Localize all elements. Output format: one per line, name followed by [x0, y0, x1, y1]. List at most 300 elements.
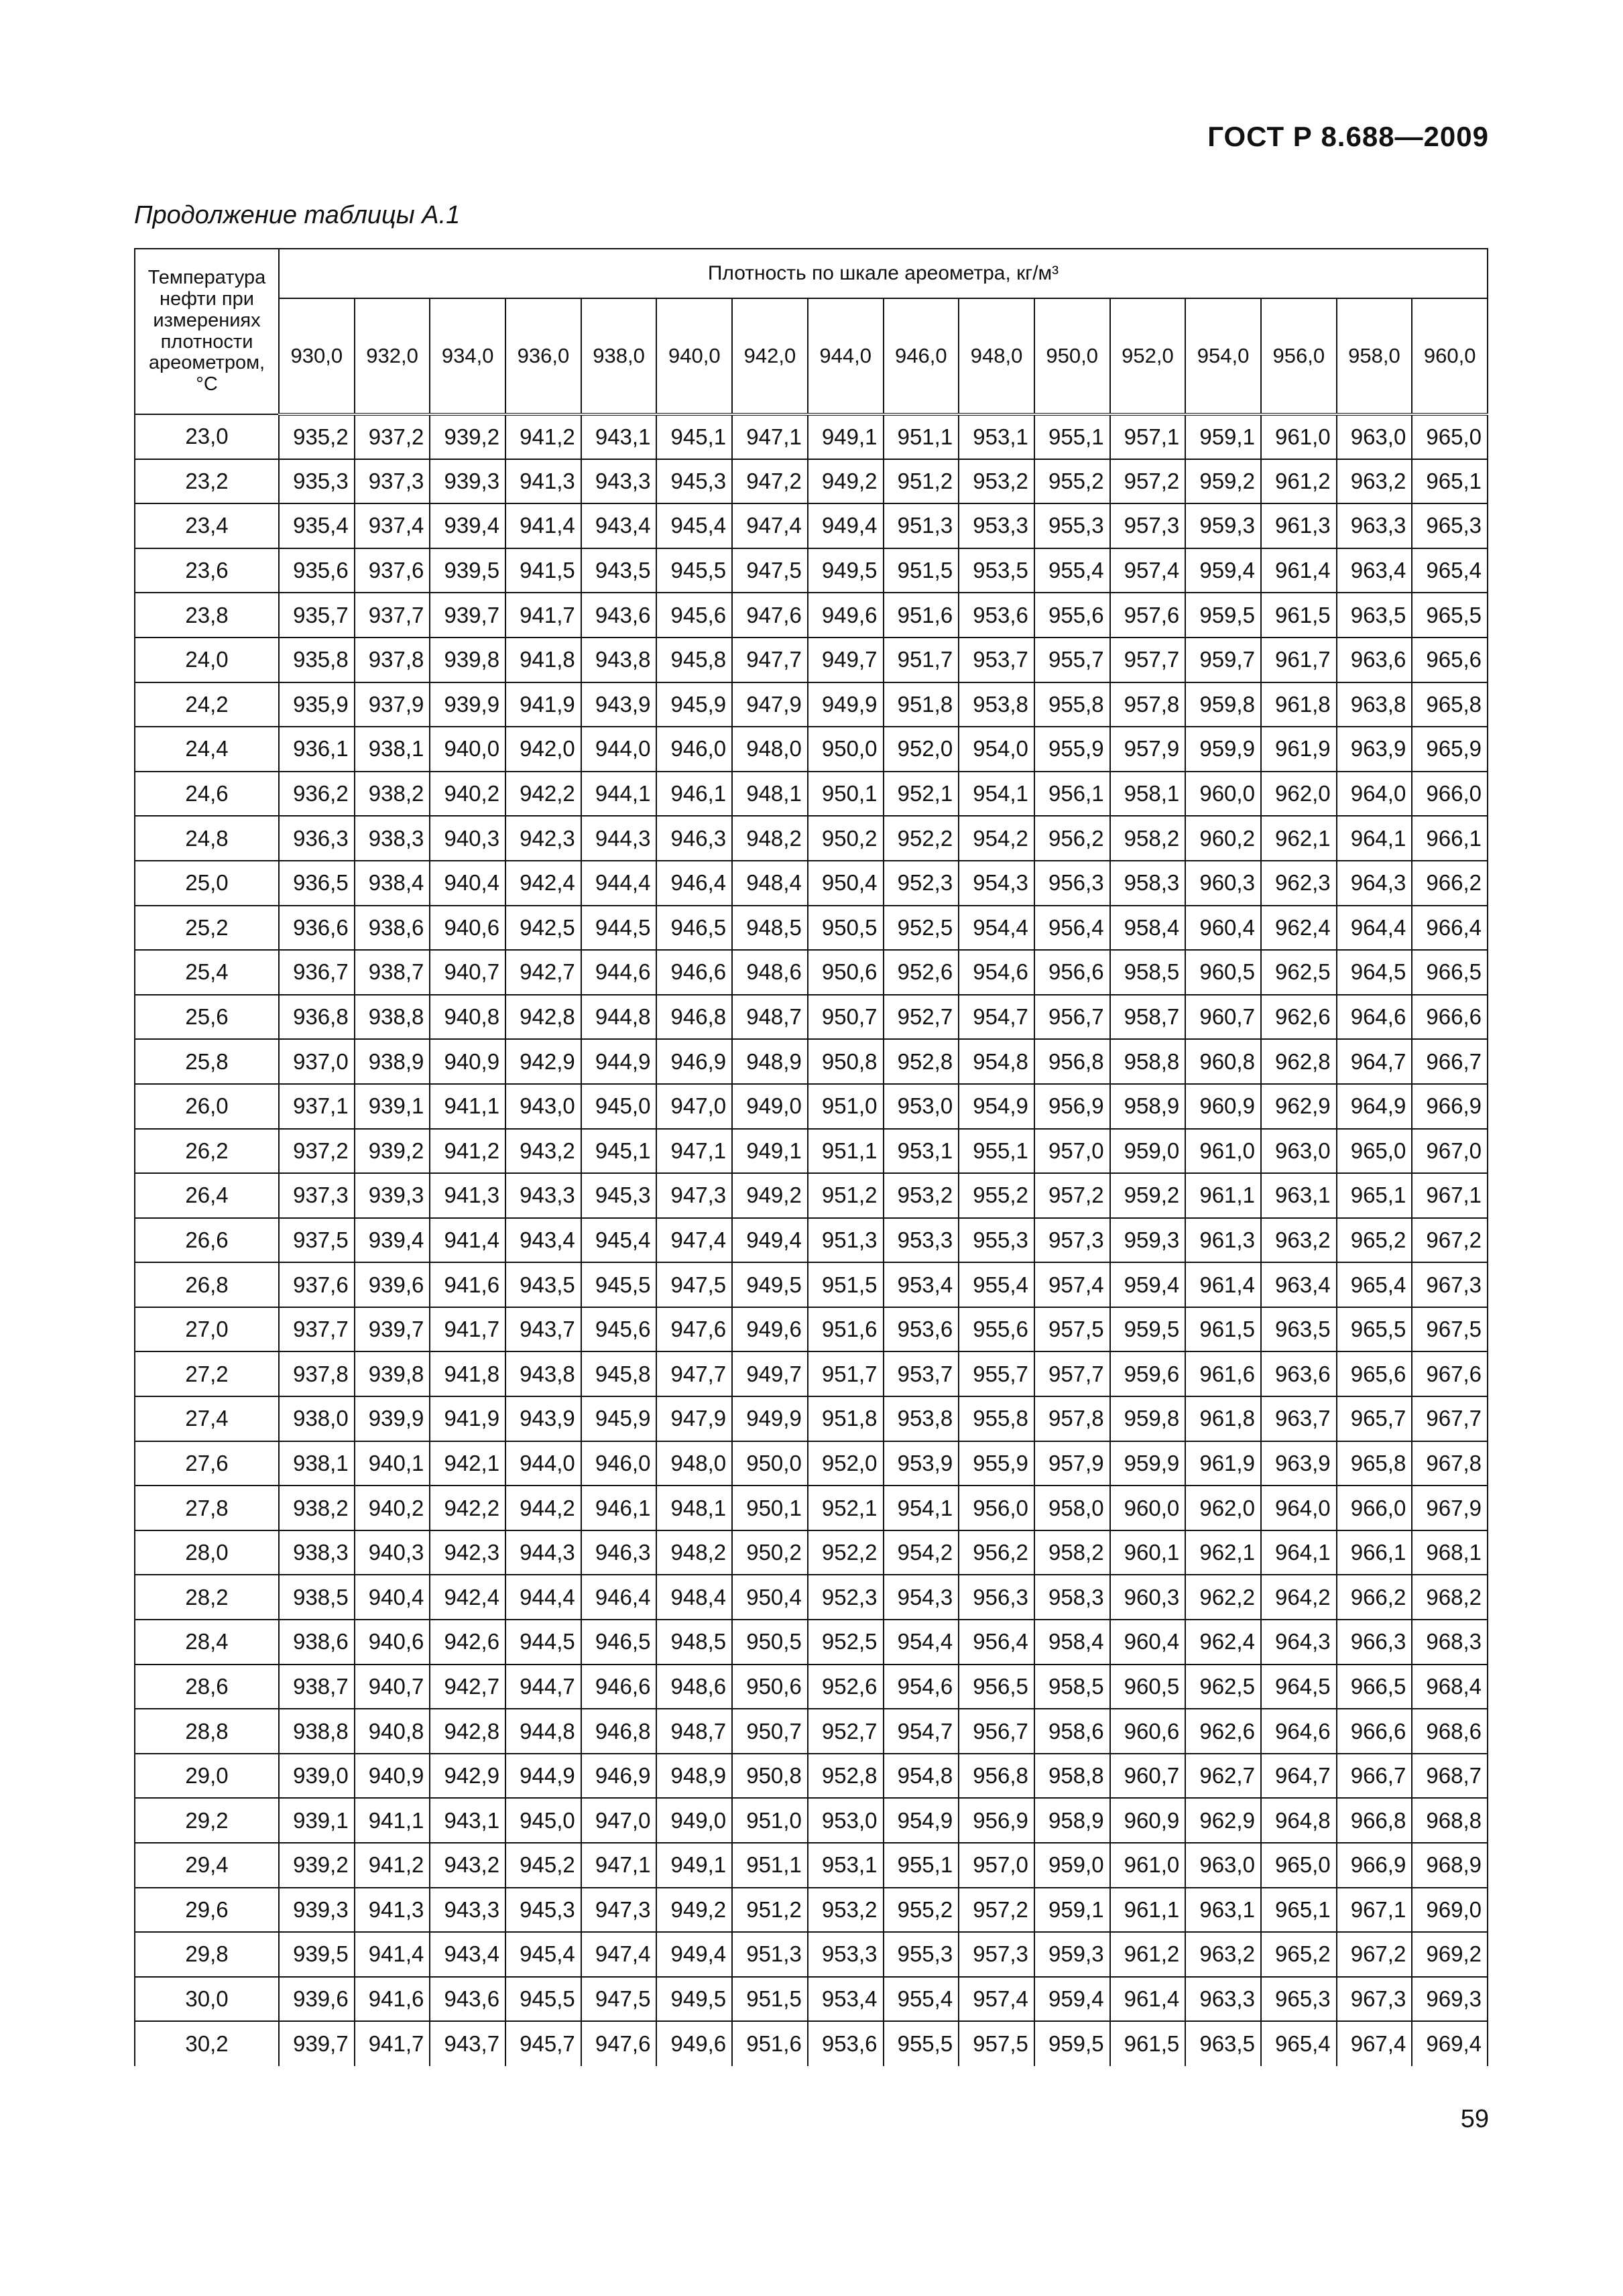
density-cell: 941,3 [430, 1173, 505, 1218]
density-cell: 958,2 [1034, 1530, 1110, 1575]
temperature-cell: 23,0 [135, 414, 279, 459]
density-cell: 948,6 [732, 950, 808, 995]
table-row [135, 1798, 1488, 1843]
density-cell: 966,0 [1412, 772, 1488, 817]
density-cell: 940,2 [355, 1486, 430, 1530]
density-cell: 957,2 [1034, 1173, 1110, 1218]
density-cell: 954,2 [884, 1530, 959, 1575]
density-cell: 947,1 [581, 1843, 657, 1888]
density-cell: 960,2 [1185, 816, 1261, 861]
density-cell: 944,2 [505, 1486, 581, 1530]
density-cell: 964,3 [1261, 1620, 1337, 1665]
density-cell: 947,4 [656, 1218, 732, 1263]
density-cell: 958,3 [1034, 1575, 1110, 1620]
density-cell: 965,3 [1261, 1977, 1337, 2022]
density-cell: 947,1 [732, 414, 808, 459]
density-cell: 946,8 [581, 1709, 657, 1754]
density-cell: 944,6 [581, 950, 657, 995]
density-cell: 959,5 [1185, 593, 1261, 638]
table-row [135, 1441, 1488, 1486]
density-cell: 946,9 [656, 1039, 732, 1084]
density-cell: 943,4 [581, 503, 657, 548]
density-cell: 941,4 [355, 1932, 430, 1977]
density-cell: 957,4 [1110, 548, 1186, 593]
density-cell: 936,6 [279, 906, 355, 951]
temperature-cell: 26,6 [135, 1218, 279, 1263]
density-cell: 956,7 [959, 1709, 1034, 1754]
density-cell: 964,5 [1261, 1665, 1337, 1709]
density-cell: 939,3 [430, 459, 505, 504]
density-cell: 963,0 [1185, 1843, 1261, 1888]
density-cell: 957,2 [1110, 459, 1186, 504]
density-cell: 961,1 [1185, 1173, 1261, 1218]
density-table [134, 248, 1488, 2066]
density-cell: 947,9 [732, 682, 808, 727]
density-cell: 936,7 [279, 950, 355, 995]
density-cell: 957,2 [959, 1888, 1034, 1933]
density-cell: 945,9 [656, 682, 732, 727]
density-cell: 951,6 [808, 1307, 884, 1352]
temperature-cell: 27,2 [135, 1351, 279, 1396]
density-cell: 939,2 [355, 1129, 430, 1174]
density-cell: 943,2 [430, 1843, 505, 1888]
density-cell: 938,3 [355, 816, 430, 861]
density-cell: 958,4 [1110, 906, 1186, 951]
column-header: 960,0 [1412, 298, 1488, 414]
density-cell: 940,9 [355, 1754, 430, 1799]
density-cell: 942,9 [430, 1754, 505, 1799]
density-cell: 944,7 [505, 1665, 581, 1709]
density-cell: 964,0 [1337, 772, 1412, 817]
density-cell: 938,6 [355, 906, 430, 951]
density-cell: 953,0 [884, 1084, 959, 1129]
density-cell: 942,5 [505, 906, 581, 951]
density-cell: 966,6 [1337, 1709, 1412, 1754]
density-cell: 944,8 [581, 995, 657, 1040]
density-cell: 939,9 [355, 1396, 430, 1441]
density-cell: 953,9 [884, 1441, 959, 1486]
temperature-cell: 26,4 [135, 1173, 279, 1218]
density-cell: 960,9 [1110, 1798, 1186, 1843]
density-cell: 939,9 [430, 682, 505, 727]
temperature-cell: 23,2 [135, 459, 279, 504]
density-cell: 961,5 [1261, 593, 1337, 638]
table-row [135, 1351, 1488, 1396]
density-cell: 952,7 [884, 995, 959, 1040]
density-cell: 948,0 [656, 1441, 732, 1486]
density-cell: 955,3 [884, 1932, 959, 1977]
density-cell: 950,6 [808, 950, 884, 995]
column-header: 946,0 [884, 298, 959, 414]
density-cell: 954,6 [884, 1665, 959, 1709]
density-cell: 950,2 [732, 1530, 808, 1575]
temperature-cell: 28,2 [135, 1575, 279, 1620]
density-cell: 944,0 [581, 727, 657, 772]
density-cell: 951,5 [808, 1262, 884, 1307]
density-cell: 939,4 [355, 1218, 430, 1263]
density-cell: 953,6 [808, 2021, 884, 2066]
density-cell: 935,8 [279, 638, 355, 682]
density-cell: 941,5 [505, 548, 581, 593]
table-row [135, 593, 1488, 638]
density-cell: 957,4 [959, 1977, 1034, 2022]
density-cell: 957,0 [1034, 1129, 1110, 1174]
density-cell: 942,9 [505, 1039, 581, 1084]
density-cell: 942,4 [505, 861, 581, 906]
density-cell: 948,6 [656, 1665, 732, 1709]
density-cell: 956,7 [1034, 995, 1110, 1040]
density-cell: 948,2 [732, 816, 808, 861]
density-cell: 950,5 [732, 1620, 808, 1665]
density-cell: 939,3 [279, 1888, 355, 1933]
density-cell: 965,4 [1412, 548, 1488, 593]
density-cell: 940,6 [430, 906, 505, 951]
density-cell: 941,4 [505, 503, 581, 548]
temperature-cell: 25,2 [135, 906, 279, 951]
density-cell: 950,4 [732, 1575, 808, 1620]
density-cell: 959,4 [1185, 548, 1261, 593]
density-cell: 952,3 [808, 1575, 884, 1620]
density-cell: 955,1 [884, 1843, 959, 1888]
density-cell: 952,6 [808, 1665, 884, 1709]
density-cell: 963,9 [1261, 1441, 1337, 1486]
density-cell: 950,7 [732, 1709, 808, 1754]
temperature-header: Температура нефти при измерениях плотности ареометром, °С [135, 249, 279, 414]
density-cell: 964,8 [1261, 1798, 1337, 1843]
density-cell: 942,1 [430, 1441, 505, 1486]
table-row [135, 1709, 1488, 1754]
density-cell: 949,4 [656, 1932, 732, 1977]
table-row [135, 1932, 1488, 1977]
density-cell: 949,4 [732, 1218, 808, 1263]
density-cell: 957,9 [1034, 1441, 1110, 1486]
density-cell: 937,5 [279, 1218, 355, 1263]
density-cell: 952,3 [884, 861, 959, 906]
density-cell: 940,9 [430, 1039, 505, 1084]
temperature-cell: 25,6 [135, 995, 279, 1040]
temperature-cell: 27,8 [135, 1486, 279, 1530]
density-cell: 957,3 [959, 1932, 1034, 1977]
density-cell: 941,4 [430, 1218, 505, 1263]
density-cell: 960,3 [1185, 861, 1261, 906]
density-cell: 938,7 [279, 1665, 355, 1709]
density-cell: 958,8 [1034, 1754, 1110, 1799]
density-cell: 961,2 [1110, 1932, 1186, 1977]
density-header: Плотность по шкале ареометра, кг/м³ [279, 249, 1488, 298]
density-cell: 967,3 [1337, 1977, 1412, 2022]
density-cell: 942,2 [430, 1486, 505, 1530]
density-cell: 958,1 [1110, 772, 1186, 817]
density-cell: 954,4 [959, 906, 1034, 951]
density-cell: 956,2 [1034, 816, 1110, 861]
density-cell: 962,2 [1185, 1575, 1261, 1620]
density-cell: 967,7 [1412, 1396, 1488, 1441]
density-cell: 939,8 [430, 638, 505, 682]
density-cell: 951,6 [884, 593, 959, 638]
density-cell: 962,1 [1261, 816, 1337, 861]
density-cell: 938,7 [355, 950, 430, 995]
density-cell: 957,6 [1110, 593, 1186, 638]
density-cell: 950,4 [808, 861, 884, 906]
density-cell: 950,1 [732, 1486, 808, 1530]
temperature-cell: 29,0 [135, 1754, 279, 1799]
density-cell: 961,9 [1185, 1441, 1261, 1486]
density-cell: 937,6 [355, 548, 430, 593]
density-cell: 949,0 [656, 1798, 732, 1843]
density-cell: 953,8 [884, 1396, 959, 1441]
density-cell: 956,2 [959, 1530, 1034, 1575]
density-cell: 940,2 [430, 772, 505, 817]
density-cell: 955,8 [959, 1396, 1034, 1441]
density-cell: 953,8 [959, 682, 1034, 727]
table-row [135, 638, 1488, 682]
density-cell: 964,1 [1337, 816, 1412, 861]
density-cell: 949,4 [808, 503, 884, 548]
column-header: 950,0 [1034, 298, 1110, 414]
density-cell: 942,0 [505, 727, 581, 772]
temperature-cell: 28,8 [135, 1709, 279, 1754]
table-row [135, 1084, 1488, 1129]
density-cell: 943,1 [430, 1798, 505, 1843]
density-cell: 968,3 [1412, 1620, 1488, 1665]
density-cell: 945,3 [656, 459, 732, 504]
density-cell: 965,4 [1261, 2021, 1337, 2066]
temperature-cell: 30,0 [135, 1977, 279, 2022]
density-cell: 950,8 [808, 1039, 884, 1084]
density-cell: 959,0 [1110, 1129, 1186, 1174]
density-cell: 944,1 [581, 772, 657, 817]
density-cell: 947,7 [656, 1351, 732, 1396]
density-cell: 950,7 [808, 995, 884, 1040]
density-cell: 939,6 [279, 1977, 355, 2022]
density-cell: 964,7 [1261, 1754, 1337, 1799]
density-cell: 961,3 [1261, 503, 1337, 548]
temperature-cell: 24,2 [135, 682, 279, 727]
density-cell: 944,9 [505, 1754, 581, 1799]
density-cell: 939,7 [355, 1307, 430, 1352]
density-cell: 941,1 [355, 1798, 430, 1843]
density-cell: 939,8 [355, 1351, 430, 1396]
density-cell: 955,4 [1034, 548, 1110, 593]
density-cell: 964,2 [1261, 1575, 1337, 1620]
density-cell: 967,3 [1412, 1262, 1488, 1307]
density-cell: 964,6 [1261, 1709, 1337, 1754]
density-cell: 965,6 [1337, 1351, 1412, 1396]
density-cell: 937,2 [279, 1129, 355, 1174]
density-cell: 939,7 [430, 593, 505, 638]
density-cell: 953,6 [959, 593, 1034, 638]
density-cell: 951,0 [808, 1084, 884, 1129]
density-cell: 961,3 [1185, 1218, 1261, 1263]
density-cell: 958,9 [1110, 1084, 1186, 1129]
density-cell: 959,7 [1185, 638, 1261, 682]
density-cell: 961,2 [1261, 459, 1337, 504]
density-cell: 945,9 [581, 1396, 657, 1441]
table-row [135, 906, 1488, 951]
density-cell: 944,5 [505, 1620, 581, 1665]
density-cell: 937,1 [279, 1084, 355, 1129]
density-cell: 937,3 [279, 1173, 355, 1218]
density-cell: 948,0 [732, 727, 808, 772]
density-cell: 959,3 [1110, 1218, 1186, 1263]
density-cell: 939,5 [430, 548, 505, 593]
density-cell: 965,4 [1337, 1262, 1412, 1307]
column-header: 952,0 [1110, 298, 1186, 414]
density-cell: 953,6 [884, 1307, 959, 1352]
density-cell: 951,2 [732, 1888, 808, 1933]
density-cell: 948,1 [656, 1486, 732, 1530]
density-cell: 952,1 [884, 772, 959, 817]
density-cell: 963,0 [1337, 414, 1412, 459]
density-cell: 939,3 [355, 1173, 430, 1218]
table-row [135, 1218, 1488, 1263]
density-cell: 954,0 [959, 727, 1034, 772]
temperature-cell: 30,2 [135, 2021, 279, 2066]
density-cell: 943,9 [581, 682, 657, 727]
density-cell: 956,9 [959, 1798, 1034, 1843]
density-cell: 939,2 [430, 414, 505, 459]
density-cell: 946,5 [581, 1620, 657, 1665]
temperature-cell: 29,6 [135, 1888, 279, 1933]
density-cell: 954,9 [959, 1084, 1034, 1129]
density-cell: 941,7 [505, 593, 581, 638]
density-cell: 953,2 [959, 459, 1034, 504]
density-cell: 965,0 [1412, 414, 1488, 459]
density-cell: 951,5 [884, 548, 959, 593]
density-cell: 961,8 [1261, 682, 1337, 727]
density-cell: 953,4 [808, 1977, 884, 2022]
density-cell: 947,2 [732, 459, 808, 504]
density-cell: 965,6 [1412, 638, 1488, 682]
density-cell: 945,6 [581, 1307, 657, 1352]
density-cell: 954,1 [959, 772, 1034, 817]
density-cell: 966,5 [1337, 1665, 1412, 1709]
density-cell: 967,2 [1337, 1932, 1412, 1977]
density-cell: 953,1 [959, 414, 1034, 459]
density-cell: 962,1 [1185, 1530, 1261, 1575]
density-cell: 937,8 [355, 638, 430, 682]
density-cell: 953,2 [884, 1173, 959, 1218]
density-cell: 963,4 [1337, 548, 1412, 593]
density-cell: 949,6 [656, 2021, 732, 2066]
density-cell: 945,5 [656, 548, 732, 593]
density-cell: 947,0 [581, 1798, 657, 1843]
density-cell: 947,1 [656, 1129, 732, 1174]
density-cell: 945,1 [581, 1129, 657, 1174]
table-row [135, 727, 1488, 772]
density-cell: 953,3 [884, 1218, 959, 1263]
density-cell: 951,1 [884, 414, 959, 459]
density-cell: 959,6 [1110, 1351, 1186, 1396]
density-cell: 965,2 [1261, 1932, 1337, 1977]
density-cell: 949,6 [808, 593, 884, 638]
temperature-cell: 26,0 [135, 1084, 279, 1129]
density-cell: 963,1 [1261, 1173, 1337, 1218]
density-cell: 944,8 [505, 1709, 581, 1754]
density-cell: 953,7 [884, 1351, 959, 1396]
density-cell: 946,3 [581, 1530, 657, 1575]
density-cell: 959,2 [1110, 1173, 1186, 1218]
density-cell: 949,1 [732, 1129, 808, 1174]
density-cell: 937,9 [355, 682, 430, 727]
density-cell: 967,1 [1337, 1888, 1412, 1933]
density-cell: 956,9 [1034, 1084, 1110, 1129]
temperature-cell: 28,4 [135, 1620, 279, 1665]
density-cell: 950,0 [732, 1441, 808, 1486]
density-cell: 950,6 [732, 1665, 808, 1709]
density-cell: 956,4 [1034, 906, 1110, 951]
table-row [135, 1530, 1488, 1575]
density-cell: 955,7 [959, 1351, 1034, 1396]
density-cell: 951,8 [808, 1396, 884, 1441]
density-cell: 962,0 [1261, 772, 1337, 817]
density-cell: 951,6 [732, 2021, 808, 2066]
density-cell: 955,1 [1034, 414, 1110, 459]
density-cell: 945,8 [656, 638, 732, 682]
density-cell: 965,8 [1337, 1441, 1412, 1486]
density-cell: 969,0 [1412, 1888, 1488, 1933]
density-cell: 944,3 [581, 816, 657, 861]
density-cell: 963,8 [1337, 682, 1412, 727]
density-cell: 946,9 [581, 1754, 657, 1799]
density-cell: 958,2 [1110, 816, 1186, 861]
temperature-cell: 25,4 [135, 950, 279, 995]
density-cell: 945,4 [656, 503, 732, 548]
table-row [135, 1754, 1488, 1799]
density-cell: 947,6 [732, 593, 808, 638]
density-cell: 952,2 [808, 1530, 884, 1575]
density-cell: 961,1 [1110, 1888, 1186, 1933]
density-cell: 938,8 [279, 1709, 355, 1754]
density-cell: 955,1 [959, 1129, 1034, 1174]
density-cell: 946,4 [656, 861, 732, 906]
density-cell: 941,9 [505, 682, 581, 727]
density-cell: 959,2 [1185, 459, 1261, 504]
density-cell: 946,6 [581, 1665, 657, 1709]
density-cell: 955,4 [959, 1262, 1034, 1307]
density-cell: 953,2 [808, 1888, 884, 1933]
density-cell: 947,4 [732, 503, 808, 548]
density-cell: 945,6 [656, 593, 732, 638]
density-cell: 965,8 [1412, 682, 1488, 727]
density-cell: 959,9 [1185, 727, 1261, 772]
density-cell: 956,8 [1034, 1039, 1110, 1084]
density-cell: 955,9 [1034, 727, 1110, 772]
density-cell: 945,3 [505, 1888, 581, 1933]
density-cell: 937,7 [279, 1307, 355, 1352]
density-cell: 939,5 [279, 1932, 355, 1977]
density-cell: 938,2 [355, 772, 430, 817]
density-cell: 959,5 [1110, 1307, 1186, 1352]
density-cell: 935,3 [279, 459, 355, 504]
density-cell: 966,9 [1412, 1084, 1488, 1129]
density-cell: 949,1 [808, 414, 884, 459]
density-cell: 941,7 [355, 2021, 430, 2066]
density-cell: 960,9 [1185, 1084, 1261, 1129]
density-cell: 965,5 [1412, 593, 1488, 638]
density-cell: 949,2 [808, 459, 884, 504]
density-cell: 961,7 [1261, 638, 1337, 682]
density-cell: 938,4 [355, 861, 430, 906]
temperature-cell: 24,6 [135, 772, 279, 817]
document-code: ГОСТ Р 8.688—2009 [1207, 121, 1489, 152]
density-cell: 941,3 [355, 1888, 430, 1933]
density-cell: 962,5 [1185, 1665, 1261, 1709]
density-cell: 964,7 [1337, 1039, 1412, 1084]
table-row [135, 503, 1488, 548]
density-cell: 953,1 [884, 1129, 959, 1174]
temperature-cell: 28,6 [135, 1665, 279, 1709]
